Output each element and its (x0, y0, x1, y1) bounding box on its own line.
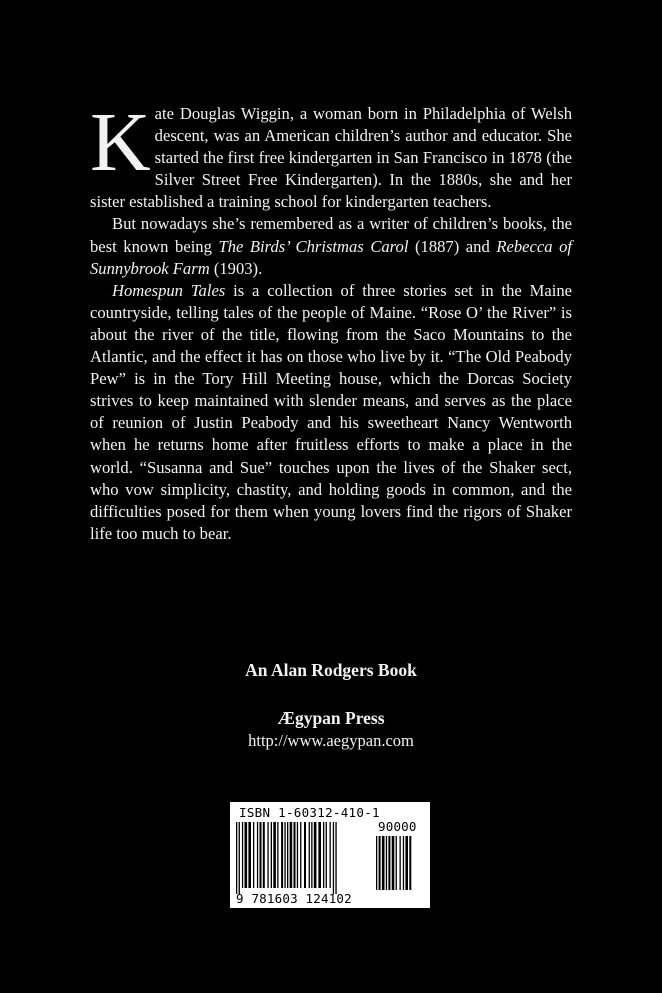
barcode-bar (281, 822, 283, 888)
barcode-bar (290, 822, 293, 888)
barcode-bar (396, 836, 397, 890)
barcode-bar (248, 822, 251, 888)
barcode-bar (311, 822, 312, 888)
barcode-bar (239, 822, 240, 894)
barcode-bar (236, 822, 237, 894)
barcode-bar (294, 822, 296, 888)
barcode-bar (323, 822, 324, 888)
price-code: 90000 (378, 819, 417, 834)
book-title-rebecca: Rebecca of Sunnybrook Farm (90, 236, 572, 278)
publisher-url: http://www.aegypan.com (248, 731, 414, 750)
barcode-bar (409, 836, 411, 890)
book-title-birds-christmas-carol: The Birds’ Christmas Carol (218, 236, 409, 256)
barcode-bar (382, 836, 385, 890)
book-credit: An Alan Rodgers Book (245, 660, 417, 680)
barcode-bar (392, 836, 395, 890)
blurb-paragraph-1 (90, 96, 572, 213)
barcode-bar (318, 822, 321, 888)
barcode-bar (304, 822, 306, 888)
barcode-bar (333, 822, 334, 894)
drop-cap: K (90, 96, 151, 189)
barcode-bar (400, 836, 401, 890)
barcode-bar (242, 822, 243, 888)
barcode-bar (405, 836, 408, 890)
barcode-bar (287, 822, 288, 888)
barcode-bar (376, 836, 377, 890)
ean-digits: 9 781603 124102 (236, 891, 352, 906)
barcode-bar (260, 822, 262, 888)
barcode-bar (309, 822, 310, 888)
barcode-bar (330, 822, 331, 888)
barcode-bar (326, 822, 327, 888)
book-title-homespun-tales: Homespun Tales (112, 280, 226, 300)
blurb-paragraph-2 (90, 213, 572, 279)
blurb-paragraph-2-text-a: But nowadays she’s remembered as a writer of children’s books, the best known being (90, 214, 572, 256)
barcode-bar (297, 822, 298, 888)
barcode-bar (257, 822, 258, 888)
back-cover-blurb (90, 96, 572, 545)
addon-bars (376, 836, 426, 896)
barcode-bar (263, 822, 265, 888)
barcode-bar (379, 836, 381, 890)
isbn-label: ISBN 1-60312-410-1 (239, 805, 380, 820)
barcode-bar (277, 822, 278, 888)
barcode-bar (253, 822, 254, 888)
blurb-paragraph-2-text-b: (1887) and (408, 236, 497, 256)
barcode-bar (388, 836, 390, 890)
barcode-bar (403, 836, 404, 890)
barcode-bar (335, 822, 336, 894)
barcode-bar (267, 822, 268, 888)
blurb-paragraph-3-text: is a collection of three stories set in the Maine countryside, telling tales of the people of Maine. “Rose O’ the River” is about the river of the title, flowing from the Saco Mountains to the Atlantic, and the effect it has on those who live by it. “The Old Peabody Pew” is in the Tory Hill Meeting house, which the Dorcas Society strives to keep maintained with slender means, and serves as the place of reunion of Justin Peabody and his sweetheart Nancy Wentworth when he returns home after fruitless efforts to make a place in the world. “Susanna and Sue” touches upon the lives of the Shaker sect, who vow simplicity, chastity, and holding goods in common, and the difficulties posed for them when young lovers find the rigors of Shaker life too much to bear. (90, 280, 572, 543)
barcode-bar (273, 822, 276, 888)
blurb-paragraph-3 (90, 280, 572, 545)
barcode-bar (386, 836, 387, 890)
barcode-bar (271, 822, 272, 888)
barcode-bar (284, 822, 285, 888)
isbn-barcode (230, 802, 430, 908)
publisher-name: Ægypan Press (277, 708, 385, 728)
blurb-paragraph-1-text: ate Douglas Wiggin, a woman born in Philadelphia of Welsh descent, was an American children’s author and educator. She started the first free kindergarten in San Francisco in 1878 (the Silver Street Free Kindergarten). In the 1880s, she and her sister established a training school for kindergarten teachers. (90, 104, 572, 212)
ean-bars (236, 822, 374, 896)
blurb-paragraph-2-text-c: (1903). (209, 258, 263, 278)
barcode-bar (300, 822, 301, 888)
barcode-bar (314, 822, 317, 888)
barcode-bar (245, 822, 248, 888)
